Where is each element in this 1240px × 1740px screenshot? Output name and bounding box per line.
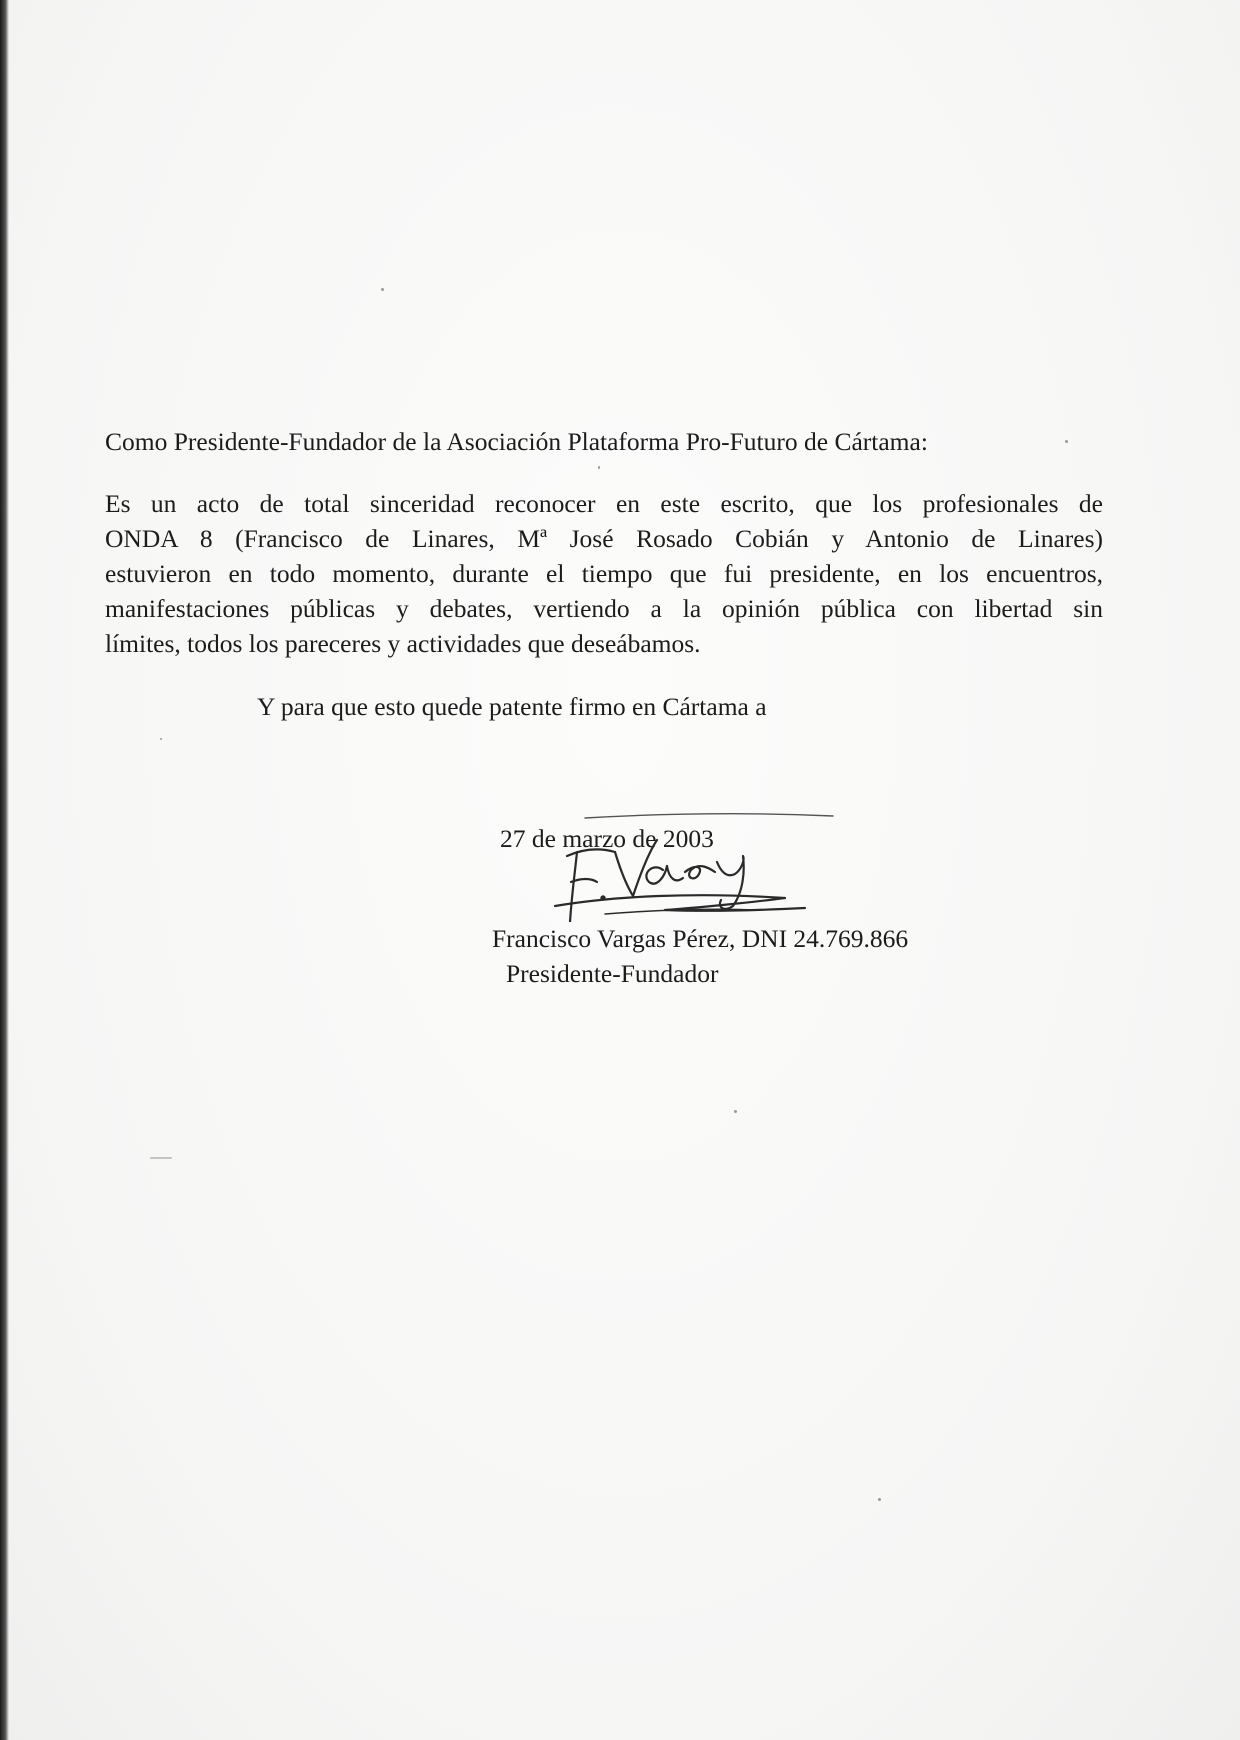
- letter-body-line: Es un acto de total sinceridad reconocer en este escrito, que los profesionales de: [105, 489, 1103, 518]
- paper-speck: [878, 1498, 881, 1501]
- letter-greeting: Como Presidente-Fundador de la Asociación Plataforma Pro-Futuro de Cártama:: [105, 427, 928, 456]
- letter-closing: Y para que esto quede patente firmo en Cártama a: [257, 692, 767, 721]
- letter-body: [105, 486, 1103, 661]
- paper-speck: [734, 1110, 737, 1113]
- letter-body-line: ONDA 8 (Francisco de Linares, Mª José Rosado Cobián y Antonio de Linares): [105, 524, 1103, 553]
- paper-speck: [150, 1157, 172, 1159]
- paper-speck: [381, 288, 384, 291]
- letter-date: 27 de marzo de 2003: [500, 824, 714, 853]
- paper-speck: [598, 466, 600, 469]
- paper-speck: [1065, 440, 1068, 443]
- letter-body-line: estuvieron en todo momento, durante el tiempo que fui presidente, en los encuentros,: [105, 559, 1103, 588]
- letter-body-line: límites, todos los pareceres y actividades que deseábamos.: [105, 629, 701, 658]
- signer-name: Francisco Vargas Pérez, DNI 24.769.866: [492, 924, 909, 953]
- signer-role: Presidente-Fundador: [506, 959, 719, 988]
- scan-edge-shadow: [0, 0, 9, 1740]
- handwritten-signature: [545, 812, 845, 922]
- letter-body-line: manifestaciones públicas y debates, vertiendo a la opinión pública con libertad sin: [105, 594, 1103, 623]
- paper-speck: [160, 738, 162, 740]
